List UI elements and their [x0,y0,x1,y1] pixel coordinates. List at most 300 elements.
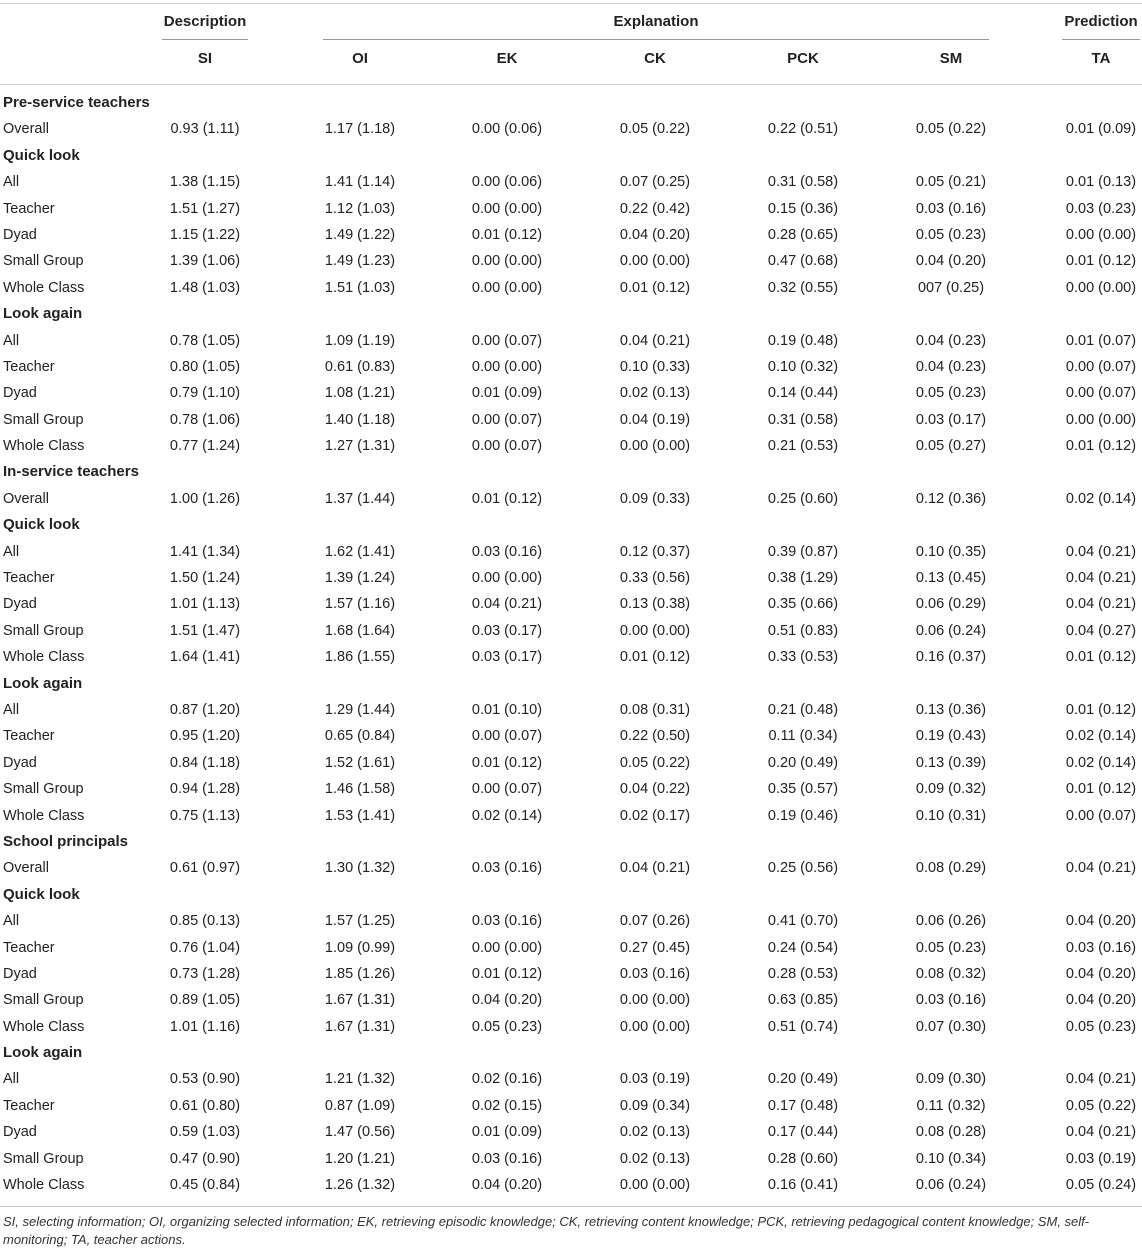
cell-si: 0.73 (1.28) [169,965,241,982]
table-row [0,591,1142,617]
cell-pck: 0.16 (0.41) [767,1177,839,1194]
cell-ck: 0.00 (0.00) [619,992,691,1009]
cell-pck: 0.32 (0.55) [767,279,839,296]
cell-oi: 1.47 (0.56) [324,1124,396,1141]
cell-sm: 0.05 (0.22) [915,121,987,138]
cell-sm: 0.06 (0.24) [915,1177,987,1194]
cell-si: 0.47 (0.90) [169,1150,241,1167]
cell-si: 1.00 (1.26) [169,490,241,507]
cell-pck: 0.20 (0.49) [767,1071,839,1088]
cell-ck: 0.00 (0.00) [619,438,691,455]
cell-si: 0.79 (1.10) [169,385,241,402]
cell-ta: 0.04 (0.21) [1065,860,1137,877]
table-row [0,539,1142,565]
cell-ck: 0.02 (0.13) [619,385,691,402]
cell-pck: 0.24 (0.54) [767,939,839,956]
cell-ek: 0.00 (0.07) [471,781,543,798]
table-row [0,987,1142,1013]
header-bottom-rule [0,84,1142,85]
cell-ck: 0.07 (0.26) [619,913,691,930]
cell-sm: 0.16 (0.37) [915,649,987,666]
table-row [0,776,1142,802]
cell-sm: 0.05 (0.23) [915,226,987,243]
cell-ek: 0.01 (0.12) [471,490,543,507]
row-label: Small Group [3,253,84,270]
cell-pck: 0.63 (0.85) [767,992,839,1009]
cell-oi: 1.40 (1.18) [324,411,396,428]
cell-pck: 0.17 (0.48) [767,1097,839,1114]
cell-sm: 0.10 (0.31) [915,807,987,824]
cell-ta: 0.02 (0.14) [1065,728,1137,745]
cell-sm: 0.11 (0.32) [916,1097,986,1114]
cell-ek: 0.00 (0.00) [471,200,543,217]
cell-si: 0.85 (0.13) [169,913,241,930]
cell-ta: 0.01 (0.12) [1065,781,1137,798]
table-row [0,328,1142,354]
cell-ta: 0.01 (0.13) [1065,174,1137,191]
cell-ta: 0.00 (0.07) [1065,358,1137,375]
cell-oi: 0.87 (1.09) [324,1097,396,1114]
cell-ta: 0.04 (0.27) [1065,622,1137,639]
cell-oi: 1.57 (1.16) [324,596,396,613]
cell-ek: 0.00 (0.00) [471,279,543,296]
section-label: School principals [3,832,129,850]
table-row [0,1146,1142,1172]
cell-oi: 0.61 (0.83) [324,358,396,375]
cell-si: 0.95 (1.20) [169,728,241,745]
cell-pck: 0.35 (0.57) [767,781,839,798]
row-label: Whole Class [3,438,85,455]
cell-ek: 0.01 (0.12) [471,226,543,243]
cell-si: 0.93 (1.11) [170,121,240,138]
table-row [0,248,1142,274]
cell-si: 1.41 (1.34) [169,543,241,560]
cell-si: 0.45 (0.84) [169,1177,241,1194]
cell-oi: 1.67 (1.31) [324,992,396,1009]
section-label: Look again [3,305,83,323]
cell-ek: 0.01 (0.12) [471,965,543,982]
cell-sm: 0.04 (0.23) [915,332,987,349]
cell-oi: 1.29 (1.44) [324,701,396,718]
section-row [0,301,1142,327]
cell-ek: 0.03 (0.17) [471,649,543,666]
row-label: Overall [3,860,49,877]
cell-pck: 0.41 (0.70) [767,913,839,930]
cell-ta: 0.05 (0.23) [1065,1018,1137,1035]
cell-si: 0.75 (1.13) [169,807,241,824]
column-header-si: SI [197,50,213,67]
table-top-rule [0,3,1142,4]
cell-oi: 1.62 (1.41) [324,543,396,560]
section-label: Quick look [3,516,80,534]
cell-ek: 0.02 (0.16) [471,1071,543,1088]
cell-oi: 1.39 (1.24) [324,570,396,587]
cell-ek: 0.01 (0.09) [471,385,543,402]
cell-pck: 0.31 (0.58) [767,411,839,428]
table-row [0,486,1142,512]
cell-pck: 0.14 (0.44) [767,385,839,402]
cell-ck: 0.27 (0.45) [619,939,691,956]
cell-ek: 0.05 (0.23) [471,1018,543,1035]
section-row [0,90,1142,116]
cell-pck: 0.25 (0.56) [767,860,839,877]
group-rule-explanation [323,39,989,40]
cell-ck: 0.01 (0.12) [619,279,691,296]
row-label: Small Group [3,781,84,798]
section-row [0,882,1142,908]
cell-ck: 0.05 (0.22) [619,754,691,771]
cell-si: 0.59 (1.03) [169,1124,241,1141]
table-row [0,1172,1142,1198]
section-label: Look again [3,674,83,692]
table-row [0,1093,1142,1119]
cell-ck: 0.04 (0.21) [619,860,691,877]
cell-sm: 0.03 (0.16) [915,200,987,217]
cell-ek: 0.00 (0.06) [471,121,543,138]
section-row [0,143,1142,169]
table-row [0,354,1142,380]
cell-oi: 1.20 (1.21) [324,1150,396,1167]
cell-ck: 0.05 (0.22) [619,121,691,138]
row-label: All [3,701,20,718]
cell-ta: 0.04 (0.21) [1065,1071,1137,1088]
cell-oi: 1.53 (1.41) [324,807,396,824]
cell-ck: 0.00 (0.00) [619,1018,691,1035]
cell-sm: 0.10 (0.35) [915,543,987,560]
cell-pck: 0.17 (0.44) [767,1124,839,1141]
cell-sm: 0.07 (0.30) [915,1018,987,1035]
table-row [0,1119,1142,1145]
cell-oi: 1.17 (1.18) [324,121,396,138]
cell-ta: 0.00 (0.00) [1065,279,1137,296]
cell-sm: 0.10 (0.34) [915,1150,987,1167]
column-header-sm: SM [939,50,963,67]
cell-ek: 0.01 (0.10) [471,701,543,718]
table-row [0,644,1142,670]
cell-sm: 0.08 (0.32) [915,965,987,982]
cell-ck: 0.02 (0.13) [619,1150,691,1167]
table-row [0,750,1142,776]
table-row [0,618,1142,644]
cell-ek: 0.00 (0.07) [471,438,543,455]
cell-ta: 0.04 (0.20) [1065,965,1137,982]
cell-ck: 0.03 (0.16) [619,965,691,982]
cell-ck: 0.02 (0.17) [619,807,691,824]
cell-oi: 1.41 (1.14) [324,174,396,191]
row-label: Dyad [3,596,37,613]
row-label: Teacher [3,939,55,956]
cell-ta: 0.03 (0.19) [1065,1150,1137,1167]
column-header-ek: EK [496,50,518,67]
cell-pck: 0.38 (1.29) [767,570,839,587]
cell-ek: 0.02 (0.15) [471,1097,543,1114]
cell-oi: 1.30 (1.32) [324,860,396,877]
cell-pck: 0.31 (0.58) [767,174,839,191]
table-row [0,433,1142,459]
cell-ta: 0.03 (0.23) [1065,200,1137,217]
cell-sm: 0.09 (0.32) [915,781,987,798]
cell-ta: 0.04 (0.21) [1065,570,1137,587]
cell-pck: 0.25 (0.60) [767,490,839,507]
cell-ek: 0.00 (0.00) [471,939,543,956]
cell-ta: 0.02 (0.14) [1065,754,1137,771]
section-label: Pre-service teachers [3,94,150,111]
cell-pck: 0.47 (0.68) [767,253,839,270]
section-label: In-service teachers [3,463,139,481]
group-header-description: Description [163,13,247,30]
cell-sm: 0.13 (0.45) [915,570,987,587]
section-row [0,671,1142,697]
cell-ek: 0.00 (0.00) [471,253,543,270]
cell-ck: 0.01 (0.12) [619,649,691,666]
cell-pck: 0.19 (0.46) [767,807,839,824]
group-header-prediction: Prediction [1064,13,1138,30]
cell-ek: 0.03 (0.16) [471,543,543,560]
cell-ek: 0.04 (0.20) [471,992,543,1009]
section-row [0,459,1142,485]
row-label: Whole Class [3,279,85,296]
cell-pck: 0.21 (0.53) [767,438,839,455]
row-label: All [3,332,20,349]
cell-si: 0.76 (1.04) [169,939,241,956]
cell-ek: 0.00 (0.00) [471,358,543,375]
cell-ta: 0.00 (0.07) [1065,807,1137,824]
cell-si: 0.61 (0.80) [169,1097,241,1114]
cell-ta: 0.01 (0.07) [1065,332,1137,349]
cell-si: 0.87 (1.20) [169,701,241,718]
row-label: Small Group [3,1150,84,1167]
cell-ta: 0.03 (0.16) [1065,939,1137,956]
cell-ek: 0.01 (0.09) [471,1124,543,1141]
cell-oi: 1.08 (1.21) [324,385,396,402]
cell-ck: 0.22 (0.42) [619,200,691,217]
group-header-explanation: Explanation [613,13,699,30]
row-label: Whole Class [3,649,85,666]
cell-si: 1.51 (1.27) [169,200,241,217]
cell-ta: 0.00 (0.00) [1065,226,1137,243]
cell-pck: 0.21 (0.48) [767,701,839,718]
cell-ck: 0.10 (0.33) [619,358,691,375]
cell-pck: 0.51 (0.83) [767,622,839,639]
row-label: Dyad [3,754,37,771]
cell-si: 0.78 (1.06) [169,411,241,428]
table-row [0,1014,1142,1040]
row-label: All [3,174,20,191]
cell-sm: 0.08 (0.28) [915,1124,987,1141]
row-label: Dyad [3,385,37,402]
cell-ck: 0.00 (0.00) [619,1177,691,1194]
table-row [0,222,1142,248]
cell-ck: 0.09 (0.34) [619,1097,691,1114]
cell-sm: 0.13 (0.36) [915,701,987,718]
cell-sm: 0.03 (0.16) [915,992,987,1009]
cell-sm: 0.05 (0.27) [915,438,987,455]
section-label: Look again [3,1044,83,1062]
cell-si: 1.01 (1.13) [169,596,241,613]
table-row [0,723,1142,749]
row-label: Teacher [3,728,55,745]
cell-ek: 0.00 (0.00) [471,570,543,587]
cell-oi: 1.51 (1.03) [324,279,396,296]
row-label: Small Group [3,411,84,428]
row-label: All [3,543,20,560]
cell-sm: 0.13 (0.39) [915,754,987,771]
cell-ek: 0.00 (0.06) [471,174,543,191]
cell-sm: 0.09 (0.30) [915,1071,987,1088]
cell-ek: 0.02 (0.14) [471,807,543,824]
cell-sm: 0.04 (0.23) [915,358,987,375]
cell-ek: 0.01 (0.12) [471,754,543,771]
cell-pck: 0.33 (0.53) [767,649,839,666]
cell-ek: 0.04 (0.20) [471,1177,543,1194]
cell-si: 0.78 (1.05) [169,332,241,349]
cell-si: 0.61 (0.97) [169,860,241,877]
cell-sm: 0.05 (0.23) [915,939,987,956]
table-row [0,407,1142,433]
cell-ck: 0.02 (0.13) [619,1124,691,1141]
row-label: Whole Class [3,1018,85,1035]
cell-oi: 1.09 (0.99) [324,939,396,956]
cell-pck: 0.15 (0.36) [767,200,839,217]
cell-ck: 0.04 (0.21) [619,332,691,349]
cell-oi: 1.57 (1.25) [324,913,396,930]
cell-ck: 0.00 (0.00) [619,622,691,639]
cell-si: 1.51 (1.47) [169,622,241,639]
cell-sm: 007 (0.25) [917,279,985,296]
cell-oi: 1.46 (1.58) [324,781,396,798]
cell-ta: 0.00 (0.00) [1065,411,1137,428]
column-header-oi: OI [352,50,368,67]
cell-ck: 0.00 (0.00) [619,253,691,270]
cell-ta: 0.02 (0.14) [1065,490,1137,507]
table-row [0,697,1142,723]
cell-ta: 0.01 (0.12) [1065,253,1137,270]
cell-ek: 0.04 (0.21) [471,596,543,613]
section-row [0,1040,1142,1066]
cell-si: 1.48 (1.03) [169,279,241,296]
cell-sm: 0.08 (0.29) [915,860,987,877]
section-row [0,829,1142,855]
cell-ta: 0.01 (0.12) [1065,701,1137,718]
cell-pck: 0.39 (0.87) [767,543,839,560]
cell-pck: 0.51 (0.74) [767,1018,839,1035]
cell-ta: 0.04 (0.21) [1065,543,1137,560]
cell-oi: 1.67 (1.31) [324,1018,396,1035]
row-label: Dyad [3,965,37,982]
cell-si: 1.15 (1.22) [169,226,241,243]
cell-sm: 0.06 (0.29) [915,596,987,613]
row-label: Whole Class [3,1177,85,1194]
row-label: Teacher [3,200,55,217]
cell-oi: 0.65 (0.84) [324,728,396,745]
cell-oi: 1.26 (1.32) [324,1177,396,1194]
cell-sm: 0.04 (0.20) [915,253,987,270]
table-row [0,565,1142,591]
cell-ta: 0.04 (0.20) [1065,992,1137,1009]
cell-sm: 0.12 (0.36) [915,490,987,507]
cell-ek: 0.00 (0.07) [471,332,543,349]
cell-ck: 0.12 (0.37) [619,543,691,560]
cell-si: 1.64 (1.41) [169,649,241,666]
cell-ck: 0.09 (0.33) [619,490,691,507]
group-rule-description [162,39,248,40]
section-row [0,512,1142,538]
cell-ta: 0.05 (0.22) [1065,1097,1137,1114]
cell-ck: 0.22 (0.50) [619,728,691,745]
cell-ck: 0.08 (0.31) [619,701,691,718]
table-row [0,908,1142,934]
cell-si: 0.89 (1.05) [169,992,241,1009]
row-label: Overall [3,490,49,507]
cell-ek: 0.00 (0.07) [471,728,543,745]
row-label: Overall [3,121,49,138]
cell-ck: 0.07 (0.25) [619,174,691,191]
section-label: Quick look [3,146,80,164]
row-label: All [3,913,20,930]
section-label: Quick look [3,885,80,903]
row-label: Small Group [3,622,84,639]
cell-ek: 0.03 (0.16) [471,860,543,877]
cell-oi: 1.12 (1.03) [324,200,396,217]
cell-si: 1.39 (1.06) [169,253,241,270]
table-row [0,803,1142,829]
table-row [0,1066,1142,1092]
row-label: Dyad [3,226,37,243]
cell-oi: 1.37 (1.44) [324,490,396,507]
cell-ta: 0.05 (0.24) [1065,1177,1137,1194]
table-row [0,169,1142,195]
cell-sm: 0.06 (0.24) [915,622,987,639]
table-row [0,380,1142,406]
row-label: Teacher [3,570,55,587]
cell-ck: 0.33 (0.56) [619,570,691,587]
table-row [0,961,1142,987]
cell-pck: 0.35 (0.66) [767,596,839,613]
cell-sm: 0.06 (0.26) [915,913,987,930]
cell-si: 0.53 (0.90) [169,1071,241,1088]
table-row [0,116,1142,142]
cell-oi: 1.68 (1.64) [324,622,396,639]
cell-ek: 0.03 (0.16) [471,913,543,930]
cell-sm: 0.05 (0.23) [915,385,987,402]
cell-pck: 0.28 (0.53) [767,965,839,982]
cell-ta: 0.00 (0.07) [1065,385,1137,402]
cell-ck: 0.04 (0.22) [619,781,691,798]
cell-sm: 0.05 (0.21) [915,174,987,191]
cell-oi: 1.09 (1.19) [324,332,396,349]
column-header-ta: TA [1091,50,1111,67]
cell-ek: 0.00 (0.07) [471,411,543,428]
cell-ck: 0.13 (0.38) [619,596,691,613]
cell-si: 1.01 (1.16) [169,1018,241,1035]
cell-oi: 1.85 (1.26) [324,965,396,982]
cell-ta: 0.04 (0.21) [1065,1124,1137,1141]
cell-ek: 0.03 (0.17) [471,622,543,639]
row-label: Whole Class [3,807,85,824]
cell-si: 1.50 (1.24) [169,570,241,587]
cell-ek: 0.03 (0.16) [471,1150,543,1167]
group-rule-prediction [1062,39,1140,40]
cell-pck: 0.28 (0.60) [767,1150,839,1167]
table-bottom-rule [0,1206,1142,1207]
cell-si: 0.80 (1.05) [169,358,241,375]
cell-ta: 0.04 (0.20) [1065,913,1137,930]
column-header-ck: CK [644,50,666,67]
row-label: Dyad [3,1124,37,1141]
cell-si: 0.77 (1.24) [169,438,241,455]
cell-pck: 0.22 (0.51) [767,121,839,138]
cell-ck: 0.04 (0.20) [619,226,691,243]
